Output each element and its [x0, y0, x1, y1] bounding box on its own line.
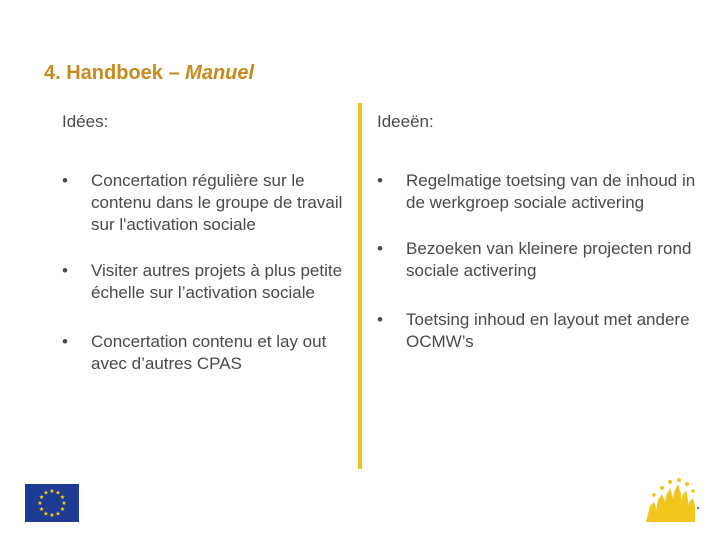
svg-text:★: ★ — [38, 494, 45, 501]
list-item — [377, 170, 697, 214]
svg-text:★: ★ — [59, 506, 66, 513]
list-item — [377, 238, 697, 282]
svg-text:★: ★ — [61, 500, 67, 507]
svg-text:★: ★ — [49, 488, 55, 495]
svg-text:★: ★ — [43, 489, 49, 497]
list-item — [62, 331, 347, 375]
column-divider — [358, 103, 362, 469]
bullet-list-dutch — [377, 170, 697, 353]
list-item-text: Visiter autres projets à plus petite échelle sur l’activation sociale — [91, 261, 343, 302]
bullet-icon: • — [62, 261, 68, 280]
list-item-text: Concertation régulière sur le contenu dans le groupe de travail sur l'activation sociale — [91, 171, 343, 234]
list-item — [62, 260, 347, 304]
list-item-text: Regelmatige toetsing van de inhoud in de werkgroep sociale activering — [406, 171, 696, 212]
list-item-text: Concertation contenu et lay out avec d’autres CPAS — [91, 332, 327, 373]
bullet-icon: • — [377, 239, 383, 258]
list-item-text: Bezoeken van kleinere projecten rond sociale activering — [406, 239, 692, 280]
list-item — [377, 309, 697, 353]
title-separator: – — [168, 62, 180, 84]
svg-text:★: ★ — [43, 510, 49, 518]
column-dutch — [377, 112, 697, 372]
bullet-list-french — [62, 170, 347, 375]
eu-stars-icon — [25, 484, 79, 522]
svg-text:★: ★ — [38, 506, 45, 513]
svg-text:★: ★ — [59, 494, 66, 501]
bullet-icon: • — [62, 332, 68, 351]
svg-text:★: ★ — [49, 512, 55, 519]
column-heading-french: Idées: — [62, 112, 109, 131]
list-item — [62, 170, 347, 236]
bullet-icon: • — [377, 310, 383, 329]
svg-text:★: ★ — [37, 500, 43, 507]
column-french — [62, 112, 347, 394]
svg-text:★: ★ — [55, 489, 61, 497]
title-subtitle: Manuel — [185, 62, 255, 84]
bullet-icon: • — [377, 171, 383, 190]
title-main: 4. Handboek — [44, 62, 163, 84]
eu-flag-icon — [25, 484, 79, 522]
bullet-icon: • — [62, 171, 68, 190]
slide-title — [44, 62, 254, 85]
flame-logo-icon — [640, 478, 702, 524]
column-heading-dutch: Ideeën: — [377, 112, 434, 131]
svg-text:★: ★ — [55, 510, 61, 518]
list-item-text: Toetsing inhoud en layout met andere OCMW’s — [406, 310, 690, 351]
